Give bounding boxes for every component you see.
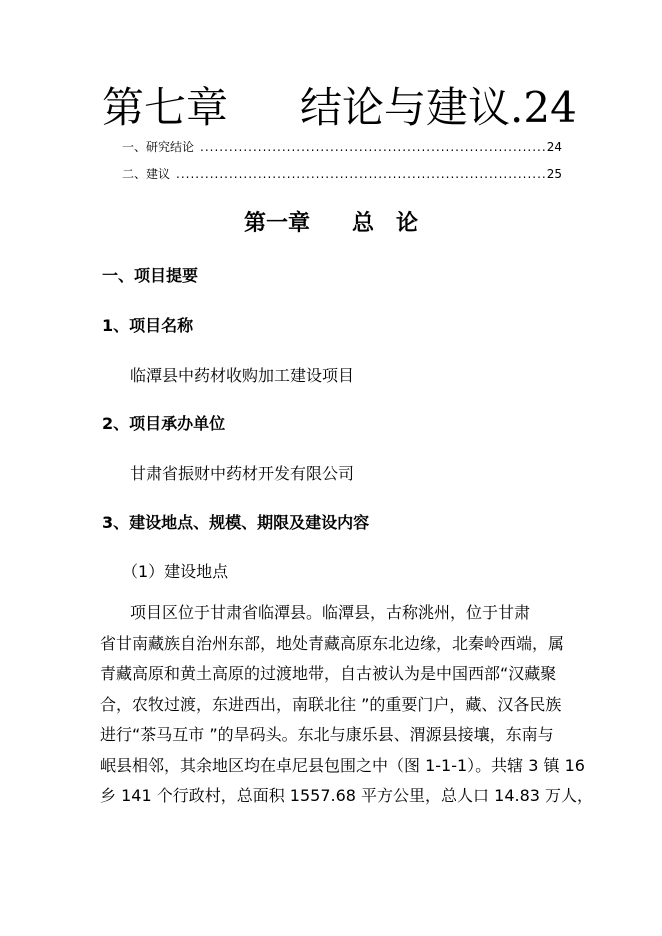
paragraph-line: 省甘南藏族自治州东部，地处青藏高原东北边缘，北秦岭西端，属 bbox=[100, 633, 565, 653]
heading-project-name: 1、项目名称 bbox=[102, 316, 194, 335]
subheading-location: （1）建设地点 bbox=[122, 562, 229, 581]
toc-entry-research-conclusion[interactable] bbox=[122, 137, 562, 157]
paragraph-line: 青藏高原和黄土高原的过渡地带，自古被认为是中国西部“汉藏聚 bbox=[100, 664, 557, 683]
heading-project-overview: 一、项目提要 bbox=[102, 266, 199, 285]
location-paragraph bbox=[100, 598, 594, 812]
toc-entry-page: 24 bbox=[546, 140, 562, 154]
paragraph-line: 乡 141 个行政村，总面积 1557.68 平方公里，总人口 14.83 万人， bbox=[100, 786, 594, 805]
heading-location-scale: 3、建设地点、规模、期限及建设内容 bbox=[102, 513, 370, 532]
paragraph-line: 项目区位于甘肃省临潭县。临潭县，古称洮州，位于甘肃 bbox=[130, 603, 531, 622]
toc-entry-label: 一、研究结论 bbox=[122, 140, 195, 154]
toc-entry-label: 二、建议 bbox=[122, 167, 171, 181]
toc-dot-leader bbox=[176, 164, 545, 184]
paragraph-line: 合，农牧过渡，东进西出，南联北往 ”的重要门户，藏、汉各民族 bbox=[100, 694, 562, 714]
paragraph-line: 进行“茶马互市 ”的旱码头。东北与康乐县、渭源县接壤，东南与 bbox=[100, 725, 554, 744]
toc-dot-leader bbox=[200, 137, 545, 157]
chapter-title-part1: 总 bbox=[351, 210, 374, 236]
chapter-title bbox=[0, 208, 662, 238]
paragraph-line: 岷县相邻，其余地区均在卓尼县包围之中（图 1-1-1）。共辖 3 镇 16 bbox=[100, 755, 585, 775]
project-name-value: 临潭县中药材收购加工建设项目 bbox=[130, 366, 355, 385]
toc-chapter-heading bbox=[102, 82, 577, 134]
heading-project-unit: 2、项目承办单位 bbox=[102, 414, 226, 433]
chapter-number: 第一章 bbox=[243, 210, 310, 236]
toc-entry-suggestions[interactable] bbox=[122, 164, 562, 184]
toc-chapter-title: 结论与建议.24 bbox=[300, 83, 577, 132]
project-unit-value: 甘肃省振财中药材开发有限公司 bbox=[130, 464, 355, 483]
toc-chapter-number: 第七章 bbox=[102, 83, 229, 132]
toc-entry-page: 25 bbox=[546, 167, 562, 181]
chapter-title-part2: 论 bbox=[396, 210, 419, 236]
